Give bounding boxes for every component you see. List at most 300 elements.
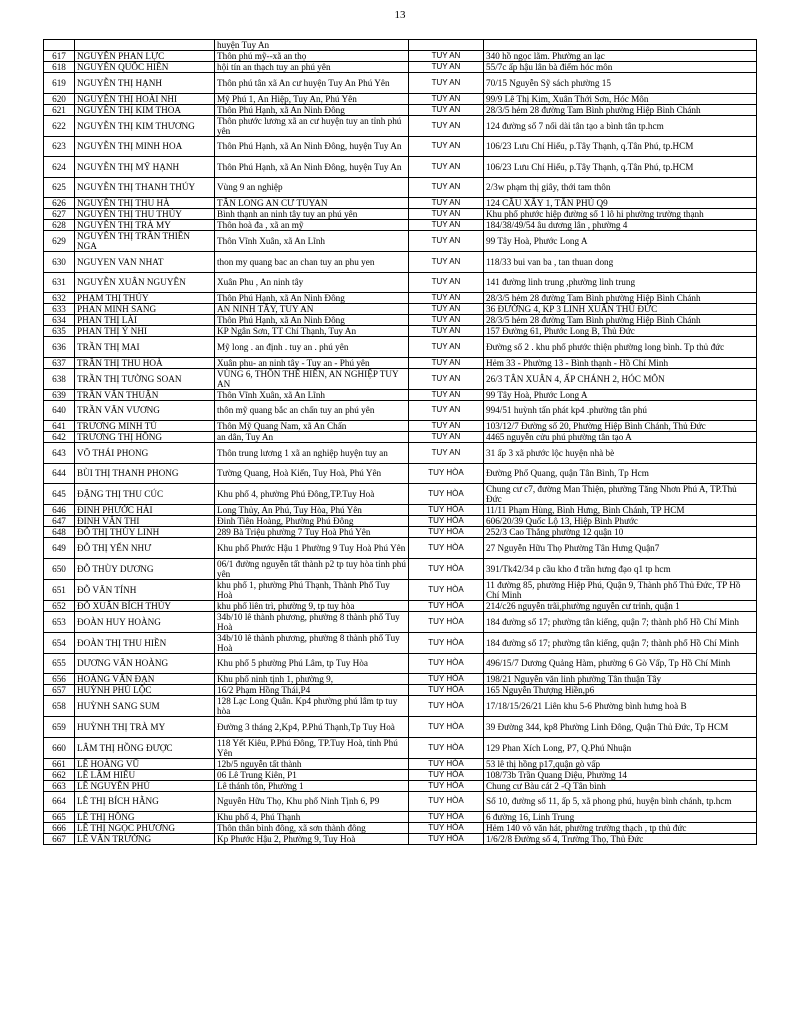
full-name-cell: NGUYỄN THỊ HẠNH xyxy=(75,73,215,94)
district-cell: TUY AN xyxy=(409,136,484,157)
table-row xyxy=(44,157,757,178)
hometown-cell: 128 Lạc Long Quân. Kp4 phường phú lâm tp tuy hòa xyxy=(215,696,409,717)
table-row xyxy=(44,337,757,358)
hometown-cell: 12b/5 nguyễn tất thành xyxy=(215,758,409,769)
full-name-cell: HUỲNH SANG SUM xyxy=(75,696,215,717)
hometown-cell: Mỹ long . an định . tuy an . phú yên xyxy=(215,337,409,358)
hometown-cell: Mỹ Phú 1, An Hiệp, Tuy An, Phú Yên xyxy=(215,93,409,104)
hometown-cell: Đinh Tiên Hoàng, Phường Phú Đông xyxy=(215,516,409,527)
hometown-cell: Thôn Phú Hạnh, xã An Ninh Đông xyxy=(215,293,409,304)
full-name-cell: LÊ THỊ NGỌC PHƯƠNG xyxy=(75,823,215,834)
row-number-cell: 661 xyxy=(44,758,75,769)
full-name-cell: VÕ THÁI PHONG xyxy=(75,443,215,464)
full-name-cell: HUỲNH PHÚ LỘC xyxy=(75,685,215,696)
table-row xyxy=(44,93,757,104)
table-row xyxy=(44,252,757,273)
hometown-cell: 118 Yết Kiêu, P.Phú Đông, TP.Tuy Hoà, tỉnh Phú Yên xyxy=(215,737,409,758)
row-number-cell: 630 xyxy=(44,252,75,273)
full-name-cell: PHẠM THỊ THÚY xyxy=(75,293,215,304)
current-address-cell: 496/15/7 Dương Quảng Hàm, phường 6 Gò Vấp, Tp Hồ Chí Minh xyxy=(484,653,757,674)
full-name-cell: NGUYỄN QUỐC HIỀN xyxy=(75,62,215,73)
row-number-cell: 623 xyxy=(44,136,75,157)
row-number-cell: 667 xyxy=(44,834,75,845)
district-cell: TUY AN xyxy=(409,115,484,136)
full-name-cell: NGUYỄN PHAN LỰC xyxy=(75,51,215,62)
district-cell: TUY HÒA xyxy=(409,737,484,758)
district-cell: TUY AN xyxy=(409,357,484,368)
table-row xyxy=(44,538,757,559)
district-cell: TUY HÒA xyxy=(409,674,484,685)
row-number-cell xyxy=(44,40,75,51)
current-address-cell: 17/18/15/26/21 Liên khu 5-6 Phường bình hưng hoà B xyxy=(484,696,757,717)
hometown-cell: Khu phố 4, Phú Thạnh xyxy=(215,812,409,823)
row-number-cell: 621 xyxy=(44,104,75,115)
row-number-cell: 649 xyxy=(44,538,75,559)
table-row xyxy=(44,40,757,51)
row-number-cell: 627 xyxy=(44,209,75,220)
table-row xyxy=(44,812,757,823)
current-address-cell: 2/3w phạm thị giây, thới tam thôn xyxy=(484,177,757,198)
row-number-cell: 628 xyxy=(44,220,75,231)
row-number-cell: 637 xyxy=(44,357,75,368)
current-address-cell: Đường Phổ Quang, quận Tân Bình, Tp Hcm xyxy=(484,463,757,484)
row-number-cell: 665 xyxy=(44,812,75,823)
district-cell: TUY AN xyxy=(409,337,484,358)
hometown-cell: Xuân phu- an ninh tây - Tuy an - Phú yên xyxy=(215,357,409,368)
hometown-cell: Thôn thân bình đông, xã sơn thành đông xyxy=(215,823,409,834)
district-cell: TUY AN xyxy=(409,368,484,389)
current-address-cell: 157 Đường 61, Phước Long B, Thủ Đức xyxy=(484,326,757,337)
row-number-cell: 640 xyxy=(44,400,75,421)
table-row xyxy=(44,791,757,812)
district-cell: TUY AN xyxy=(409,443,484,464)
full-name-cell: NGUYỄN THỊ THANH THÚY xyxy=(75,177,215,198)
table-row xyxy=(44,737,757,758)
full-name-cell: TRẦN VĂN THUẬN xyxy=(75,389,215,400)
district-cell: TUY HÒA xyxy=(409,505,484,516)
table-row xyxy=(44,357,757,368)
table-row xyxy=(44,527,757,538)
full-name-cell: BÙI THỊ THANH PHONG xyxy=(75,463,215,484)
current-address-cell: Khu phố phước hiệp đường số 1 lô hi phường trường thạnh xyxy=(484,209,757,220)
full-name-cell: PHAN THỊ LÀI xyxy=(75,315,215,326)
current-address-cell: 4465 nguyễn cửu phú phường tân tạo A xyxy=(484,432,757,443)
table-row xyxy=(44,198,757,209)
district-cell: TUY HÒA xyxy=(409,600,484,611)
roster-table xyxy=(43,39,757,845)
table-row xyxy=(44,685,757,696)
row-number-cell: 634 xyxy=(44,315,75,326)
row-number-cell: 617 xyxy=(44,51,75,62)
hometown-cell: 16/2 Phạm Hồng Thái,P4 xyxy=(215,685,409,696)
current-address-cell: 124 CẦU XÂY 1, TÂN PHÚ Q9 xyxy=(484,198,757,209)
table-row xyxy=(44,62,757,73)
hometown-cell: Thôn trung lương 1 xã an nghiệp huyện tuy an xyxy=(215,443,409,464)
row-number-cell: 642 xyxy=(44,432,75,443)
district-cell: TUY AN xyxy=(409,272,484,293)
table-row xyxy=(44,231,757,252)
roster-body xyxy=(44,40,757,845)
current-address-cell: 99/9 Lê Thị Kim, Xuân Thới Sơn, Hóc Môn xyxy=(484,93,757,104)
district-cell: TUY HÒA xyxy=(409,527,484,538)
full-name-cell: NGUYỄN THỊ MINH HOA xyxy=(75,136,215,157)
row-number-cell: 652 xyxy=(44,600,75,611)
current-address-cell: 184 đường số 17; phường tân kiểng, quận 7; thành phố Hồ Chí Minh xyxy=(484,632,757,653)
table-row xyxy=(44,558,757,579)
current-address-cell: 99 Tây Hoà, Phước Long A xyxy=(484,231,757,252)
current-address-cell: Đường số 2 . khu phố phước thiện phường long bình. Tp thủ đức xyxy=(484,337,757,358)
district-cell: TUY AN xyxy=(409,389,484,400)
row-number-cell: 647 xyxy=(44,516,75,527)
row-number-cell: 625 xyxy=(44,177,75,198)
hometown-cell: Đường 3 tháng 2,Kp4, P.Phú Thạnh,Tp Tuy Hoà xyxy=(215,717,409,738)
district-cell: TUY HÒA xyxy=(409,653,484,674)
current-address-cell: 36 ĐƯỜNG 4, KP 3 LINH XUÂN THỦ ĐỨC xyxy=(484,304,757,315)
district-cell: TUY HÒA xyxy=(409,696,484,717)
district-cell: TUY AN xyxy=(409,73,484,94)
district-cell: TUY HÒA xyxy=(409,484,484,505)
hometown-cell: khu phố 1, phường Phú Thạnh, Thành Phố Tuy Hoà xyxy=(215,579,409,600)
row-number-cell: 631 xyxy=(44,272,75,293)
full-name-cell: ĐẶNG THỊ THU CÚC xyxy=(75,484,215,505)
table-row xyxy=(44,611,757,632)
full-name-cell: ĐINH VĂN THI xyxy=(75,516,215,527)
table-row xyxy=(44,516,757,527)
full-name-cell: NGUYỄN THỊ THU HÀ xyxy=(75,198,215,209)
district-cell: TUY HÒA xyxy=(409,516,484,527)
district-cell: TUY AN xyxy=(409,104,484,115)
table-row xyxy=(44,293,757,304)
table-row xyxy=(44,758,757,769)
table-row xyxy=(44,73,757,94)
district-cell: TUY AN xyxy=(409,177,484,198)
current-address-cell: Hẻm 33 - Phường 13 - Bình thạnh - Hồ Chí Minh xyxy=(484,357,757,368)
current-address-cell: 1/6/2/8 Đường số 4, Trường Thọ, Thủ Đức xyxy=(484,834,757,845)
district-cell: TUY HÒA xyxy=(409,717,484,738)
full-name-cell: TRẦN THỊ TƯỜNG SOAN xyxy=(75,368,215,389)
hometown-cell: Thôn phú mỹ--xã an thọ xyxy=(215,51,409,62)
current-address-cell: Số 10, đường số 11, ấp 5, xã phong phú, huyện bình chánh, tp.hcm xyxy=(484,791,757,812)
district-cell: TUY AN xyxy=(409,326,484,337)
full-name-cell: ĐỖ THỊ YẾN NHƯ xyxy=(75,538,215,559)
full-name-cell: TRƯƠNG MINH TÚ xyxy=(75,421,215,432)
table-row xyxy=(44,823,757,834)
current-address-cell: 53 lê thị hồng p17,quận gò vấp xyxy=(484,758,757,769)
current-address-cell: 214/c26 nguyễn trãi,phường nguyễn cư trinh, quận 1 xyxy=(484,600,757,611)
hometown-cell: Thôn Mỹ Quang Nam, xã An Chấn xyxy=(215,421,409,432)
row-number-cell: 646 xyxy=(44,505,75,516)
row-number-cell: 645 xyxy=(44,484,75,505)
district-cell: TUY AN xyxy=(409,315,484,326)
current-address-cell: Chung cư Bàu cát 2 -Q Tân bình xyxy=(484,780,757,791)
full-name-cell: ĐỖ THỊ THÙY LINH xyxy=(75,527,215,538)
district-cell: TUY HÒA xyxy=(409,558,484,579)
table-row xyxy=(44,389,757,400)
district-cell: TUY AN xyxy=(409,304,484,315)
hometown-cell: Nguyễn Hữu Thọ, Khu phố Ninh Tịnh 6, P9 xyxy=(215,791,409,812)
district-cell: TUY HÒA xyxy=(409,791,484,812)
row-number-cell: 666 xyxy=(44,823,75,834)
district-cell: TUY HÒA xyxy=(409,823,484,834)
row-number-cell: 633 xyxy=(44,304,75,315)
full-name-cell: ĐOÀN THỊ THU HIỀN xyxy=(75,632,215,653)
full-name-cell: LÊ THỊ BÍCH HẰNG xyxy=(75,791,215,812)
hometown-cell: Long Thủy, An Phú, Tuy Hòa, Phú Yên xyxy=(215,505,409,516)
hometown-cell: 34b/10 lê thành phương, phường 8 thành phố Tuy Hoà xyxy=(215,611,409,632)
table-row xyxy=(44,463,757,484)
current-address-cell: 106/23 Lưu Chí Hiếu, p.Tây Thạnh, q.Tân Phú, tp.HCM xyxy=(484,136,757,157)
row-number-cell: 635 xyxy=(44,326,75,337)
full-name-cell: TRƯƠNG THỊ HỒNG xyxy=(75,432,215,443)
hometown-cell: Lê thánh tôn, Phường 1 xyxy=(215,780,409,791)
row-number-cell: 664 xyxy=(44,791,75,812)
table-row xyxy=(44,326,757,337)
full-name-cell xyxy=(75,40,215,51)
current-address-cell: 141 đường linh trung ,phường linh trung xyxy=(484,272,757,293)
full-name-cell: LÊ VĂN TRƯỜNG xyxy=(75,834,215,845)
table-row xyxy=(44,304,757,315)
hometown-cell: 06/1 đường nguyễn tất thành p2 tp tuy hòa tỉnh phú yên xyxy=(215,558,409,579)
full-name-cell: HUỲNH THỊ TRÀ MY xyxy=(75,717,215,738)
full-name-cell: NGUYỄN THỊ KIM THOA xyxy=(75,104,215,115)
hometown-cell: Bình thạnh an ninh tây tuy an phú yên xyxy=(215,209,409,220)
current-address-cell: 184 đường số 17; phường tân kiểng, quận 7; thành phố Hồ Chí Minh xyxy=(484,611,757,632)
table-row xyxy=(44,769,757,780)
district-cell xyxy=(409,40,484,51)
hometown-cell: Thôn phước lương xã an cư huyện tuy an tỉnh phú yên xyxy=(215,115,409,136)
table-row xyxy=(44,579,757,600)
current-address-cell: 124 đường số 7 nối dài tân tạo a bình tân tp.hcm xyxy=(484,115,757,136)
current-address-cell: 606/20/39 Quốc Lộ 13, Hiệp Bình Phước xyxy=(484,516,757,527)
current-address-cell: 198/21 Nguyễn văn linh phường Tân thuận Tây xyxy=(484,674,757,685)
table-row xyxy=(44,315,757,326)
row-number-cell: 644 xyxy=(44,463,75,484)
hometown-cell: Khu phố 5 phường Phú Lâm, tp Tuy Hòa xyxy=(215,653,409,674)
full-name-cell: LÊ NGUYÊN PHÚ xyxy=(75,780,215,791)
full-name-cell: ĐỖ VĂN TÍNH xyxy=(75,579,215,600)
current-address-cell: 165 Nguyễn Thượng Hiền,p6 xyxy=(484,685,757,696)
full-name-cell: LÊ LÂM HIẾU xyxy=(75,769,215,780)
district-cell: TUY AN xyxy=(409,400,484,421)
hometown-cell: AN NINH TÂY, TUY AN xyxy=(215,304,409,315)
hometown-cell: thôn mỹ quang bắc an chấn tuy an phú yên xyxy=(215,400,409,421)
district-cell: TUY HÒA xyxy=(409,758,484,769)
row-number-cell: 658 xyxy=(44,696,75,717)
hometown-cell: 289 Bà Triệu phường 7 Tuy Hoà Phú Yên xyxy=(215,527,409,538)
hometown-cell: Thôn Phú Hạnh, xã An Ninh Đông xyxy=(215,315,409,326)
full-name-cell: PHAN THỊ Ý NHI xyxy=(75,326,215,337)
hometown-cell: Thôn Phú Hạnh, xã An Ninh Đông, huyện Tuy An xyxy=(215,157,409,178)
district-cell: TUY HÒA xyxy=(409,538,484,559)
full-name-cell: HOÀNG VĂN ĐẠN xyxy=(75,674,215,685)
table-row xyxy=(44,115,757,136)
page-number: 13 xyxy=(394,9,406,21)
hometown-cell: Thôn phú tân xã An cư huyện Tuy An Phú Yên xyxy=(215,73,409,94)
full-name-cell: NGUYỄN THỊ TRÀ MY xyxy=(75,220,215,231)
row-number-cell: 657 xyxy=(44,685,75,696)
hometown-cell: Thôn Vĩnh Xuân, xã An Lĩnh xyxy=(215,231,409,252)
full-name-cell: NGUYỄN THỊ MỸ HẠNH xyxy=(75,157,215,178)
district-cell: TUY HÒA xyxy=(409,463,484,484)
hometown-cell: 06 Lê Trung Kiên, P1 xyxy=(215,769,409,780)
district-cell: TUY HÒA xyxy=(409,685,484,696)
full-name-cell: ĐOÀN HUY HOÀNG xyxy=(75,611,215,632)
row-number-cell: 618 xyxy=(44,62,75,73)
hometown-cell: Khu phố 4, phường Phú Đông,TP.Tuy Hoà xyxy=(215,484,409,505)
full-name-cell: NGUYEN VAN NHAT xyxy=(75,252,215,273)
row-number-cell: 660 xyxy=(44,737,75,758)
row-number-cell: 624 xyxy=(44,157,75,178)
table-row xyxy=(44,834,757,845)
row-number-cell: 648 xyxy=(44,527,75,538)
full-name-cell: TRẦN THỊ MAI xyxy=(75,337,215,358)
hometown-cell: an dân, Tuy An xyxy=(215,432,409,443)
full-name-cell: NGUYỄN THỊ TRẦN THIÊN NGA xyxy=(75,231,215,252)
table-row xyxy=(44,484,757,505)
district-cell: TUY AN xyxy=(409,157,484,178)
district-cell: TUY AN xyxy=(409,198,484,209)
full-name-cell: NGUYỄN XUÂN NGUYÊN xyxy=(75,272,215,293)
district-cell: TUY HÒA xyxy=(409,834,484,845)
district-cell: TUY AN xyxy=(409,293,484,304)
row-number-cell: 651 xyxy=(44,579,75,600)
current-address-cell: 55/7c ấp hậu lân bà điểm hóc môn xyxy=(484,62,757,73)
table-row xyxy=(44,432,757,443)
hometown-cell: KP Ngân Sơn, TT Chí Thạnh, Tuy An xyxy=(215,326,409,337)
table-row xyxy=(44,600,757,611)
current-address-cell: 26/3 TÂN XUÂN 4, ẤP CHÁNH 2, HÓC MÔN xyxy=(484,368,757,389)
district-cell: TUY AN xyxy=(409,209,484,220)
hometown-cell: hội tín an thạch tuy an phú yên xyxy=(215,62,409,73)
hometown-cell: Xuân Phu , An ninh tây xyxy=(215,272,409,293)
current-address-cell: 108/73b Trần Quang Diệu, Phường 14 xyxy=(484,769,757,780)
current-address-cell xyxy=(484,40,757,51)
hometown-cell: Vùng 9 an nghiệp xyxy=(215,177,409,198)
table-row xyxy=(44,653,757,674)
full-name-cell: LÂM THỊ HỒNG ĐƯỢC xyxy=(75,737,215,758)
row-number-cell: 620 xyxy=(44,93,75,104)
current-address-cell: 184/38/49/54 âu dương lân , phường 4 xyxy=(484,220,757,231)
table-row xyxy=(44,674,757,685)
table-row xyxy=(44,717,757,738)
district-cell: TUY AN xyxy=(409,51,484,62)
row-number-cell: 638 xyxy=(44,368,75,389)
table-row xyxy=(44,400,757,421)
table-row xyxy=(44,421,757,432)
district-cell: TUY AN xyxy=(409,421,484,432)
hometown-cell: 34b/10 lê thành phương, phường 8 thành phố Tuy Hoà xyxy=(215,632,409,653)
current-address-cell: 27 Nguyễn Hữu Thọ Phường Tân Hưng Quận7 xyxy=(484,538,757,559)
full-name-cell: PHAN MINH SANG xyxy=(75,304,215,315)
full-name-cell: ĐỖ XUÂN BÍCH THỦY xyxy=(75,600,215,611)
row-number-cell: 659 xyxy=(44,717,75,738)
row-number-cell: 619 xyxy=(44,73,75,94)
row-number-cell: 626 xyxy=(44,198,75,209)
row-number-cell: 655 xyxy=(44,653,75,674)
hometown-cell: Thôn Phú Hạnh, xã An Ninh Đông, huyện Tuy An xyxy=(215,136,409,157)
row-number-cell: 629 xyxy=(44,231,75,252)
district-cell: TUY AN xyxy=(409,62,484,73)
hometown-cell: TÂN LONG AN CƯ TUYAN xyxy=(215,198,409,209)
hometown-cell: Kp Phước Hậu 2, Phường 9, Tuy Hoà xyxy=(215,834,409,845)
current-address-cell: 28/3/5 hẻm 28 đường Tam Bình phường Hiệp Bình Chánh xyxy=(484,104,757,115)
row-number-cell: 632 xyxy=(44,293,75,304)
hometown-cell: Tường Quang, Hoà Kiến, Tuy Hoà, Phú Yên xyxy=(215,463,409,484)
table-row xyxy=(44,209,757,220)
current-address-cell: 994/51 huỳnh tấn phát kp4 .phường tân phú xyxy=(484,400,757,421)
current-address-cell: 99 Tây Hoà, Phước Long A xyxy=(484,389,757,400)
table-row xyxy=(44,505,757,516)
district-cell: TUY AN xyxy=(409,93,484,104)
district-cell: TUY HÒA xyxy=(409,812,484,823)
table-row xyxy=(44,780,757,791)
full-name-cell: NGUYỄN THỊ HOÀI NHI xyxy=(75,93,215,104)
hometown-cell: thon my quang bac an chan tuy an phu yen xyxy=(215,252,409,273)
district-cell: TUY AN xyxy=(409,220,484,231)
hometown-cell: VÙNG 6, THÔN THẾ HIÊN, AN NGHIỆP TUY AN xyxy=(215,368,409,389)
current-address-cell: 28/3/5 hẻm 28 đường Tam Bình phường Hiệp Bình Chánh xyxy=(484,315,757,326)
district-cell: TUY AN xyxy=(409,252,484,273)
hometown-cell: Khu phố Phước Hậu 1 Phường 9 Tuy Hoà Phú Yên xyxy=(215,538,409,559)
row-number-cell: 643 xyxy=(44,443,75,464)
table-row xyxy=(44,368,757,389)
hometown-cell: huyện Tuy An xyxy=(215,40,409,51)
current-address-cell: 252/3 Cao Thắng phường 12 quận 10 xyxy=(484,527,757,538)
table-row xyxy=(44,632,757,653)
current-address-cell: 6 đường 16, Linh Trung xyxy=(484,812,757,823)
table-row xyxy=(44,272,757,293)
current-address-cell: 11/11 Phạm Hùng, Bình Hưng, Bình Chánh, TP HCM xyxy=(484,505,757,516)
table-row xyxy=(44,104,757,115)
hometown-cell: Thôn Vĩnh Xuân, xã An Lĩnh xyxy=(215,389,409,400)
full-name-cell: DƯƠNG VĂN HOÀNG xyxy=(75,653,215,674)
row-number-cell: 636 xyxy=(44,337,75,358)
row-number-cell: 650 xyxy=(44,558,75,579)
hometown-cell: Thôn hoà đa , xã an mỹ xyxy=(215,220,409,231)
full-name-cell: LÊ HOÀNG VŨ xyxy=(75,758,215,769)
current-address-cell: 70/15 Nguyễn Sỹ sách phường 15 xyxy=(484,73,757,94)
table-row xyxy=(44,443,757,464)
district-cell: TUY HÒA xyxy=(409,780,484,791)
hometown-cell: Thôn Phú Hạnh, xã An Ninh Đông xyxy=(215,104,409,115)
hometown-cell: khu phố liên trì, phường 9, tp tuy hòa xyxy=(215,600,409,611)
row-number-cell: 663 xyxy=(44,780,75,791)
full-name-cell: TRẦN THỊ THU HOÀ xyxy=(75,357,215,368)
row-number-cell: 639 xyxy=(44,389,75,400)
row-number-cell: 656 xyxy=(44,674,75,685)
full-name-cell: LÊ THỊ HỒNG xyxy=(75,812,215,823)
full-name-cell: ĐỖ THÙY DƯƠNG xyxy=(75,558,215,579)
current-address-cell: 129 Phan Xích Long, P7, Q.Phú Nhuận xyxy=(484,737,757,758)
current-address-cell: 106/23 Lưu Chí Hiếu, p.Tây Thạnh, q.Tân Phú, tp.HCM xyxy=(484,157,757,178)
current-address-cell: 11 đường 85, phường Hiệp Phú, Quận 9, Thành phố Thủ Đức, TP Hồ Chí Minh xyxy=(484,579,757,600)
table-row xyxy=(44,696,757,717)
table-row xyxy=(44,136,757,157)
table-row xyxy=(44,51,757,62)
row-number-cell: 654 xyxy=(44,632,75,653)
full-name-cell: TRẦN VĂN VƯƠNG xyxy=(75,400,215,421)
table-row xyxy=(44,177,757,198)
full-name-cell: NGUYỄN THỊ KIM THƯƠNG xyxy=(75,115,215,136)
row-number-cell: 662 xyxy=(44,769,75,780)
current-address-cell: 39 Đường 344, kp8 Phường Linh Đông, Quận Thủ Đức, Tp HCM xyxy=(484,717,757,738)
current-address-cell: 28/3/5 hẻm 28 đường Tam Bình phường Hiệp Bình Chánh xyxy=(484,293,757,304)
current-address-cell: 391/Tk42/34 p cầu kho đ trần hưng đạo q1 tp hcm xyxy=(484,558,757,579)
current-address-cell: 118/33 bui van ba , tan thuan dong xyxy=(484,252,757,273)
current-address-cell: Hẻm 140 võ văn hát, phường trường thạch , tp thủ đức xyxy=(484,823,757,834)
hometown-cell: Khu phố ninh tịnh 1, phường 9, xyxy=(215,674,409,685)
district-cell: TUY HÒA xyxy=(409,611,484,632)
